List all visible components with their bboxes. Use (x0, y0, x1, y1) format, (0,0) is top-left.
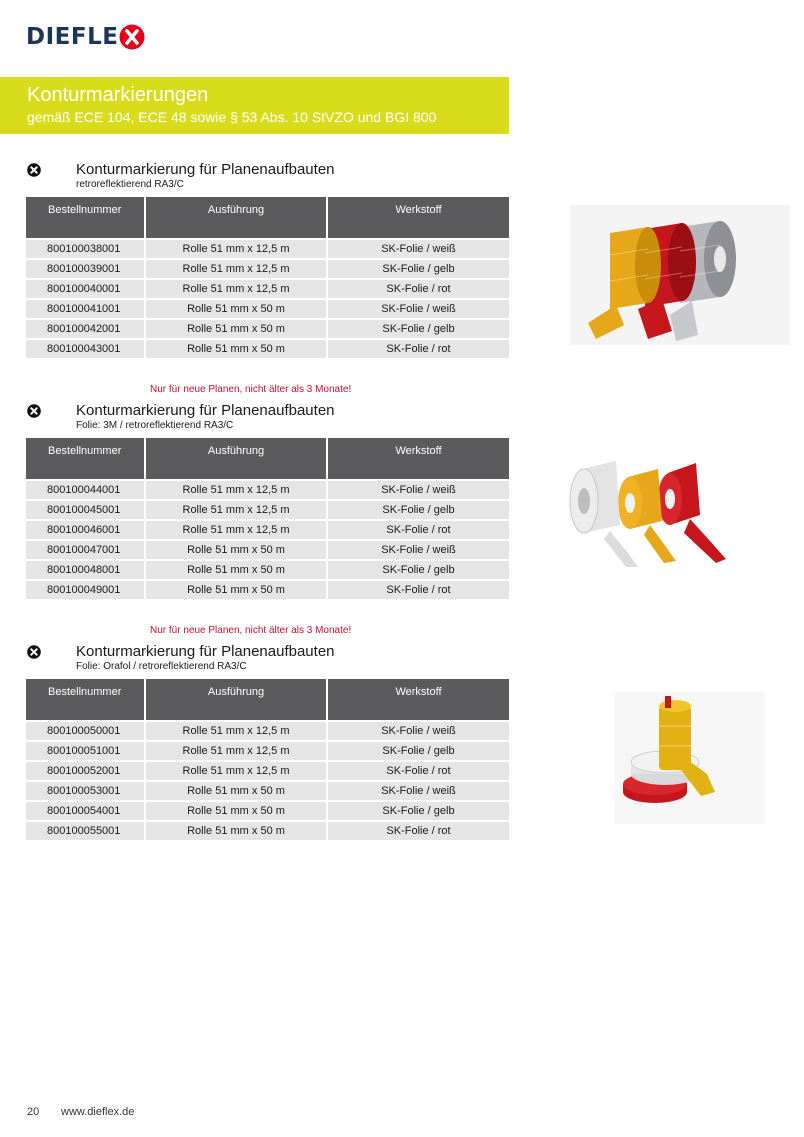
table-header-row (26, 197, 509, 238)
variant: Rolle 51 mm x 12,5 m (146, 722, 328, 742)
order-number: 800100042001 (26, 320, 146, 340)
section-subtitle: retroreflektierend RA3/C (76, 179, 184, 190)
table-row (26, 320, 509, 340)
table-row (26, 521, 509, 541)
variant: Rolle 51 mm x 50 m (146, 561, 328, 581)
variant: Rolle 51 mm x 50 m (146, 541, 328, 561)
order-number: 800100043001 (26, 340, 146, 360)
page-number: 20 (27, 1106, 40, 1118)
table-row (26, 802, 509, 822)
table-row (26, 762, 509, 782)
order-number: 800100038001 (26, 240, 146, 260)
category-banner (0, 77, 509, 134)
table-header-row (26, 438, 509, 479)
dieflex-x-bullet-icon (27, 645, 41, 659)
order-number: 800100048001 (26, 561, 146, 581)
table-row (26, 742, 509, 762)
variant: Rolle 51 mm x 50 m (146, 581, 328, 601)
order-number: 800100040001 (26, 280, 146, 300)
material: SK-Folie / weiß (328, 722, 509, 742)
material: SK-Folie / rot (328, 581, 509, 601)
material: SK-Folie / weiß (328, 240, 509, 260)
material: SK-Folie / weiß (328, 782, 509, 802)
material: SK-Folie / gelb (328, 802, 509, 822)
table-row (26, 300, 509, 320)
material: SK-Folie / rot (328, 762, 509, 782)
variant: Rolle 51 mm x 12,5 m (146, 501, 328, 521)
header-bestellnummer: Bestellnummer (26, 679, 146, 720)
material: SK-Folie / rot (328, 280, 509, 300)
product-image-tape-rolls-3m (566, 455, 742, 575)
variant: Rolle 51 mm x 12,5 m (146, 762, 328, 782)
variant: Rolle 51 mm x 12,5 m (146, 280, 328, 300)
section-subtitle: Folie: 3M / retroreflektierend RA3/C (76, 420, 234, 431)
section-subtitle: Folie: Orafol / retroreflektierend RA3/C (76, 661, 247, 672)
order-number: 800100047001 (26, 541, 146, 561)
order-number: 800100046001 (26, 521, 146, 541)
header-bestellnummer: Bestellnummer (26, 438, 146, 479)
section-title: Konturmarkierung für Planenaufbauten (76, 161, 335, 178)
material: SK-Folie / weiß (328, 541, 509, 561)
material: SK-Folie / gelb (328, 561, 509, 581)
variant: Rolle 51 mm x 50 m (146, 320, 328, 340)
section-title: Konturmarkierung für Planenaufbauten (76, 643, 335, 660)
variant: Rolle 51 mm x 50 m (146, 300, 328, 320)
variant: Rolle 51 mm x 12,5 m (146, 240, 328, 260)
table-row (26, 561, 509, 581)
category-title: Konturmarkierungen (27, 84, 209, 106)
table-row (26, 541, 509, 561)
order-number: 800100049001 (26, 581, 146, 601)
notice-text: Nur für neue Planen, nicht älter als 3 Monate! (150, 625, 352, 636)
product-image-tape-rolls-orafol (615, 692, 765, 824)
table-row (26, 240, 509, 260)
variant: Rolle 51 mm x 12,5 m (146, 521, 328, 541)
dieflex-logo (26, 22, 145, 52)
header-ausfuehrung: Ausführung (146, 679, 328, 720)
order-number: 800100055001 (26, 822, 146, 842)
dieflex-x-bullet-icon (27, 404, 41, 418)
table-row (26, 581, 509, 601)
variant: Rolle 51 mm x 50 m (146, 782, 328, 802)
material: SK-Folie / gelb (328, 260, 509, 280)
header-ausfuehrung: Ausführung (146, 438, 328, 479)
header-werkstoff: Werkstoff (328, 197, 509, 238)
order-number: 800100052001 (26, 762, 146, 782)
header-werkstoff: Werkstoff (328, 438, 509, 479)
notice-text: Nur für neue Planen, nicht älter als 3 Monate! (150, 384, 352, 395)
category-subtitle: gemäß ECE 104, ECE 48 sowie § 53 Abs. 10 StVZO und BGI 800 (27, 109, 437, 125)
material: SK-Folie / rot (328, 521, 509, 541)
product-table (26, 438, 509, 601)
table-row (26, 481, 509, 501)
order-number: 800100053001 (26, 782, 146, 802)
order-number: 800100054001 (26, 802, 146, 822)
table-header-row (26, 679, 509, 720)
table-row (26, 722, 509, 742)
order-number: 800100051001 (26, 742, 146, 762)
material: SK-Folie / weiß (328, 481, 509, 501)
order-number: 800100041001 (26, 300, 146, 320)
order-number: 800100050001 (26, 722, 146, 742)
material: SK-Folie / gelb (328, 742, 509, 762)
order-number: 800100039001 (26, 260, 146, 280)
variant: Rolle 51 mm x 50 m (146, 822, 328, 842)
order-number: 800100044001 (26, 481, 146, 501)
variant: Rolle 51 mm x 12,5 m (146, 481, 328, 501)
product-table (26, 679, 509, 842)
variant: Rolle 51 mm x 50 m (146, 340, 328, 360)
variant: Rolle 51 mm x 12,5 m (146, 742, 328, 762)
table-row (26, 782, 509, 802)
header-bestellnummer: Bestellnummer (26, 197, 146, 238)
product-image-tape-rolls (570, 205, 790, 345)
material: SK-Folie / rot (328, 822, 509, 842)
order-number: 800100045001 (26, 501, 146, 521)
dieflex-x-bullet-icon (27, 163, 41, 177)
material: SK-Folie / gelb (328, 320, 509, 340)
table-row (26, 280, 509, 300)
logo-x-icon (119, 24, 145, 50)
material: SK-Folie / rot (328, 340, 509, 360)
logo-text: DIEFLE (26, 23, 119, 50)
material: SK-Folie / weiß (328, 300, 509, 320)
footer-website: www.dieflex.de (61, 1106, 135, 1118)
table-row (26, 501, 509, 521)
header-ausfuehrung: Ausführung (146, 197, 328, 238)
header-werkstoff: Werkstoff (328, 679, 509, 720)
variant: Rolle 51 mm x 12,5 m (146, 260, 328, 280)
section-title: Konturmarkierung für Planenaufbauten (76, 402, 335, 419)
table-row (26, 822, 509, 842)
table-row (26, 340, 509, 360)
material: SK-Folie / gelb (328, 501, 509, 521)
table-row (26, 260, 509, 280)
product-table (26, 197, 509, 360)
variant: Rolle 51 mm x 50 m (146, 802, 328, 822)
